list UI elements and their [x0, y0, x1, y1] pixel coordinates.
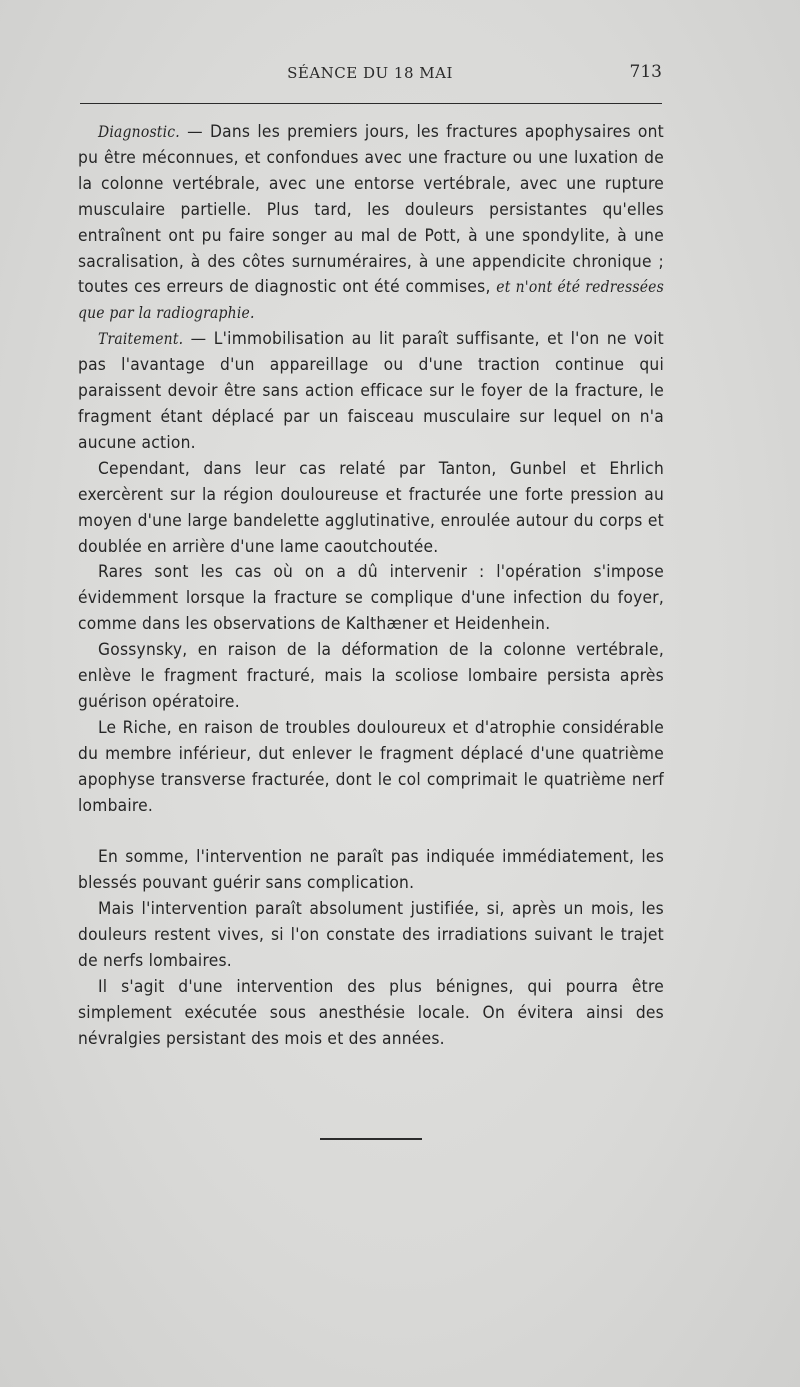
- traitement-text: L'immobilisation au lit paraît suffisante, et l'on ne voit pas l'avantage d'un appareillage ou d'une traction continue qui paraissent devoir être sans action efficace sur le foyer de la fracture, le fragment étant déplacé par un faisceau musculaire sur lequel on n'a aucune action.: [78, 329, 664, 453]
- diagnostic-dash: —: [179, 122, 210, 142]
- paragraph-rares: Rares sont les cas où on a dû intervenir : l'opération s'impose évidemment lorsque la fracture se complique d'une infection du foyer, comme dans les observations de Kalthæner et Heidenhein.: [78, 562, 664, 635]
- paragraph-le-riche: Le Riche, en raison de troubles douloureux et d'atrophie considérable du membre inférieur, dut enlever le fragment déplacé d'une quatrième apophyse transverse fracturée, dont le col comprimait le quatrième nerf lombaire.: [78, 717, 664, 816]
- page-number: 713: [629, 62, 662, 82]
- diagnostic-heading: Diagnostic.: [98, 123, 180, 141]
- end-rule: [320, 1138, 422, 1140]
- header-rule: [80, 103, 662, 104]
- traitement-heading: Traitement.: [98, 330, 184, 349]
- diagnostic-text: Dans les premiers jours, les fractures apophysaires ont pu être méconnues, et confondues avec une fracture ou une luxation de la colonne vertébrale, avec une entorse vertébrale, avec une rupture musculaire partielle. Plus tard, les douleurs persistantes qu'elles entraînent ont pu faire songer au mal de Pott, à une spondylite, à une sacralisation, à des côtes surnuméraires, à une appendicite chronique ; toutes ces erreurs de diagnostic ont été commises,: [78, 122, 664, 298]
- paragraph-en-somme: En somme, l'intervention ne paraît pas indiquée immédiatement, les blessés pouvant guérir sans complication.: [78, 847, 664, 894]
- paragraph-mais: Mais l'intervention paraît absolument justifiée, si, après un mois, les douleurs restent vives, si l'on constate des irradiations suivant le trajet de nerfs lombaires.: [78, 899, 664, 972]
- running-title: SÉANCE DU 18 MAI: [287, 64, 453, 82]
- paragraph-cependant: Cependant, dans leur cas relaté par Tanton, Gunbel et Ehrlich exercèrent sur la région douloureuse et fracturée une forte pression au moyen d'une large bandelette agglutinative, enroulée autour du corps et doublée en arrière d'une lame caoutchoutée.: [78, 458, 664, 557]
- paragraph-il-sagit: Il s'agit d'une intervention des plus bénignes, qui pourra être simplement exécutée sous anesthésie locale. On évitera ainsi des névralgies persistant des mois et des années.: [78, 977, 664, 1049]
- traitement-dash: —: [183, 329, 214, 350]
- page-header: [78, 62, 662, 88]
- paragraph-gossynsky: Gossynsky, en raison de la déformation de la colonne vertébrale, enlève le fragment fracturé, mais la scoliose lombaire persista après guérison opératoire.: [78, 640, 664, 712]
- body-text: [78, 120, 664, 1053]
- paragraph-diagnostic: [78, 120, 664, 327]
- diagnostic-italic-tail: et n'ont été redressées que par la radiographie.: [78, 278, 664, 323]
- paragraph-traitement: [78, 327, 664, 457]
